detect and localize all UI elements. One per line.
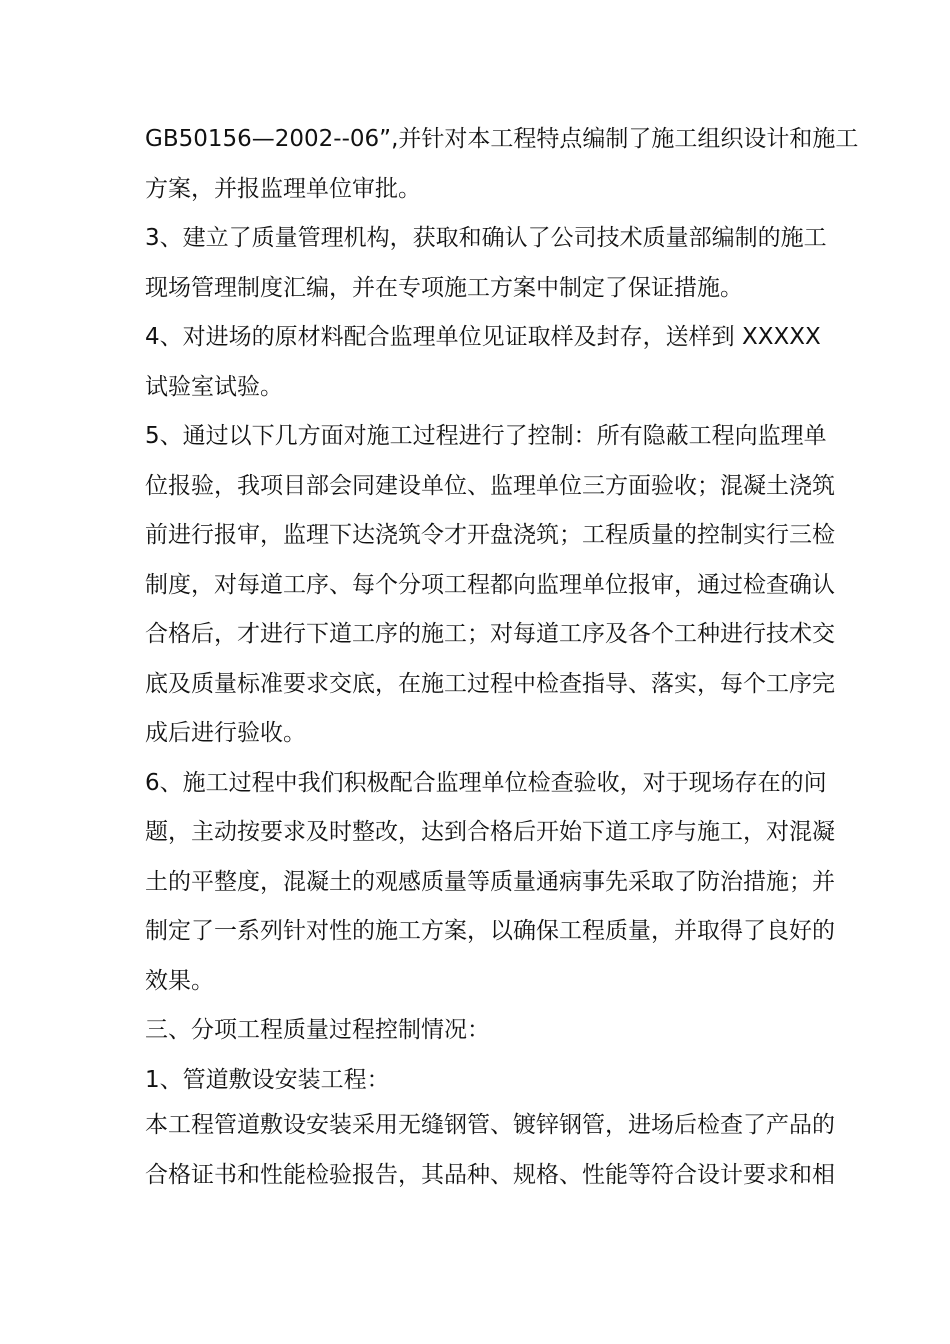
text-line: 题，主动按要求及时整改，达到合格后开始下道工序与施工，对混凝 bbox=[145, 819, 835, 845]
paragraph-pipeline-installation bbox=[145, 1101, 835, 1200]
text-line: 方案，并报监理单位审批。 bbox=[145, 175, 421, 202]
text-line: 底及质量标准要求交底，在施工过程中检查指导、落实，每个工序完 bbox=[145, 670, 835, 697]
paragraph-item-4 bbox=[145, 313, 821, 412]
text-line: 合格证书和性能检验报告，其品种、规格、性能等符合设计要求和相 bbox=[145, 1161, 835, 1188]
subsection-heading-1 bbox=[145, 1056, 809, 1106]
text-line: 制定了一系列针对性的施工方案，以确保工程质量，并取得了良好的 bbox=[145, 918, 835, 944]
text-line: GB50156—2002--06”,并针对本工程特点编制了施工组织设计和施工 bbox=[145, 126, 859, 152]
paragraph-item-5 bbox=[145, 412, 835, 759]
text-line: 前进行报审，监理下达浇筑令才开盘浇筑；工程质量的控制实行三检 bbox=[145, 522, 835, 548]
document-body bbox=[145, 115, 859, 1200]
text-line: 制度，对每道工序、每个分项工程都向监理单位报审，通过检查确认 bbox=[145, 571, 835, 598]
text-line: 合格后，才进行下道工序的施工；对每道工序及各个工种进行技术交 bbox=[145, 621, 835, 647]
text-line: 4、对进场的原材料配合监理单位见证取样及封存，送样到 XXXXX bbox=[145, 324, 821, 350]
paragraph-item-3 bbox=[145, 214, 827, 313]
text-line: 本工程管道敷设安装采用无缝钢管、镀锌钢管，进场后检查了产品的 bbox=[145, 1112, 835, 1138]
text-line: 位报验，我项目部会同建设单位、监理单位三方面验收；混凝土浇筑 bbox=[145, 472, 835, 499]
text-line: 1、管道敷设安装工程： bbox=[145, 1066, 390, 1093]
text-line: 试验室试验。 bbox=[145, 373, 283, 400]
section-heading-3 bbox=[145, 1006, 809, 1056]
text-line: 土的平整度，混凝土的观感质量等质量通病事先采取了防治措施；并 bbox=[145, 868, 835, 895]
text-line: 三、分项工程质量过程控制情况： bbox=[145, 1017, 490, 1043]
text-line: 5、通过以下几方面对施工过程进行了控制：所有隐蔽工程向监理单 bbox=[145, 423, 827, 449]
text-line: 6、施工过程中我们积极配合监理单位检查验收，对于现场存在的问 bbox=[145, 769, 827, 796]
text-line: 现场管理制度汇编，并在专项施工方案中制定了保证措施。 bbox=[145, 274, 743, 301]
text-line: 3、建立了质量管理机构，获取和确认了公司技术质量部编制的施工 bbox=[145, 225, 827, 251]
paragraph-item-6 bbox=[145, 759, 835, 1007]
text-line: 效果。 bbox=[145, 967, 214, 994]
paragraph-standard-reference bbox=[145, 115, 859, 214]
text-line: 成后进行验收。 bbox=[145, 720, 306, 746]
